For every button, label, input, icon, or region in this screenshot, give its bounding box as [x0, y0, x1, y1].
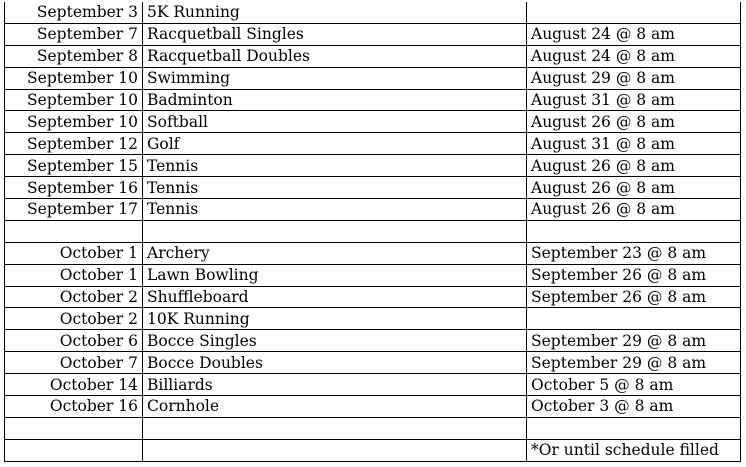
event-name-cell: Bocce Singles	[143, 330, 527, 352]
registration-deadline-cell: August 26 @ 8 am	[527, 111, 741, 133]
registration-deadline-cell: September 26 @ 8 am	[527, 286, 741, 308]
table-row	[5, 242, 741, 264]
event-date-cell: September 16	[5, 177, 143, 199]
event-date-cell: October 2	[5, 286, 143, 308]
registration-deadline-cell	[527, 2, 741, 23]
event-name-cell: Bocce Doubles	[143, 352, 527, 374]
registration-deadline-cell: August 24 @ 8 am	[527, 23, 741, 45]
event-date-cell: October 2	[5, 308, 143, 330]
table-row	[5, 67, 741, 89]
registration-deadline-cell: August 31 @ 8 am	[527, 89, 741, 111]
table-row	[5, 133, 741, 155]
event-name-cell: Billiards	[143, 374, 527, 396]
registration-deadline-cell: August 31 @ 8 am	[527, 133, 741, 155]
table-row	[5, 396, 741, 418]
registration-deadline-cell: October 5 @ 8 am	[527, 374, 741, 396]
event-date-cell: October 7	[5, 352, 143, 374]
registration-deadline-cell	[527, 220, 741, 242]
table-row	[5, 23, 741, 45]
event-name-cell	[143, 417, 527, 439]
registration-deadline-cell: September 29 @ 8 am	[527, 352, 741, 374]
event-date-cell: September 7	[5, 23, 143, 45]
registration-deadline-cell: August 29 @ 8 am	[527, 67, 741, 89]
registration-deadline-cell: September 23 @ 8 am	[527, 242, 741, 264]
event-name-cell: Lawn Bowling	[143, 264, 527, 286]
table-row	[5, 374, 741, 396]
registration-deadline-cell	[527, 417, 741, 439]
event-name-cell: Cornhole	[143, 396, 527, 418]
table-row	[5, 111, 741, 133]
registration-deadline-cell: September 29 @ 8 am	[527, 330, 741, 352]
event-date-cell: September 17	[5, 199, 143, 221]
table-row	[5, 330, 741, 352]
event-name-cell: Badminton	[143, 89, 527, 111]
event-name-cell: Tennis	[143, 199, 527, 221]
registration-deadline-cell: October 3 @ 8 am	[527, 396, 741, 418]
event-date-cell	[5, 439, 143, 461]
event-name-cell: Shuffleboard	[143, 286, 527, 308]
registration-deadline-cell: August 24 @ 8 am	[527, 45, 741, 67]
event-name-cell: Golf	[143, 133, 527, 155]
schedule-table-body	[5, 2, 741, 461]
event-date-cell: October 14	[5, 374, 143, 396]
schedule-table	[4, 2, 741, 462]
event-date-cell: September 10	[5, 111, 143, 133]
event-date-cell	[5, 220, 143, 242]
event-name-cell: Archery	[143, 242, 527, 264]
table-row	[5, 264, 741, 286]
registration-deadline-cell	[527, 308, 741, 330]
table-row	[5, 286, 741, 308]
event-name-cell: Tennis	[143, 177, 527, 199]
event-name-cell: 5K Running	[143, 2, 527, 23]
registration-deadline-cell: August 26 @ 8 am	[527, 177, 741, 199]
table-row	[5, 45, 741, 67]
event-name-cell: 10K Running	[143, 308, 527, 330]
event-date-cell: September 12	[5, 133, 143, 155]
table-row	[5, 2, 741, 23]
table-row	[5, 352, 741, 374]
table-row	[5, 89, 741, 111]
event-date-cell: September 15	[5, 155, 143, 177]
table-row	[5, 417, 741, 439]
table-row	[5, 177, 741, 199]
event-date-cell	[5, 417, 143, 439]
table-row	[5, 199, 741, 221]
table-row	[5, 308, 741, 330]
event-name-cell: Softball	[143, 111, 527, 133]
registration-deadline-cell: August 26 @ 8 am	[527, 155, 741, 177]
event-name-cell	[143, 439, 527, 461]
event-name-cell	[143, 220, 527, 242]
event-date-cell: October 1	[5, 242, 143, 264]
event-date-cell: September 10	[5, 89, 143, 111]
event-date-cell: October 1	[5, 264, 143, 286]
event-name-cell: Tennis	[143, 155, 527, 177]
registration-deadline-cell: August 26 @ 8 am	[527, 199, 741, 221]
event-date-cell: September 3	[5, 2, 143, 23]
registration-deadline-cell: September 26 @ 8 am	[527, 264, 741, 286]
event-date-cell: October 6	[5, 330, 143, 352]
event-name-cell: Racquetball Doubles	[143, 45, 527, 67]
table-row	[5, 439, 741, 461]
event-name-cell: Swimming	[143, 67, 527, 89]
table-row	[5, 220, 741, 242]
table-row	[5, 155, 741, 177]
event-name-cell: Racquetball Singles	[143, 23, 527, 45]
registration-deadline-cell: *Or until schedule filled	[527, 439, 741, 461]
event-date-cell: September 10	[5, 67, 143, 89]
event-date-cell: October 16	[5, 396, 143, 418]
event-date-cell: September 8	[5, 45, 143, 67]
